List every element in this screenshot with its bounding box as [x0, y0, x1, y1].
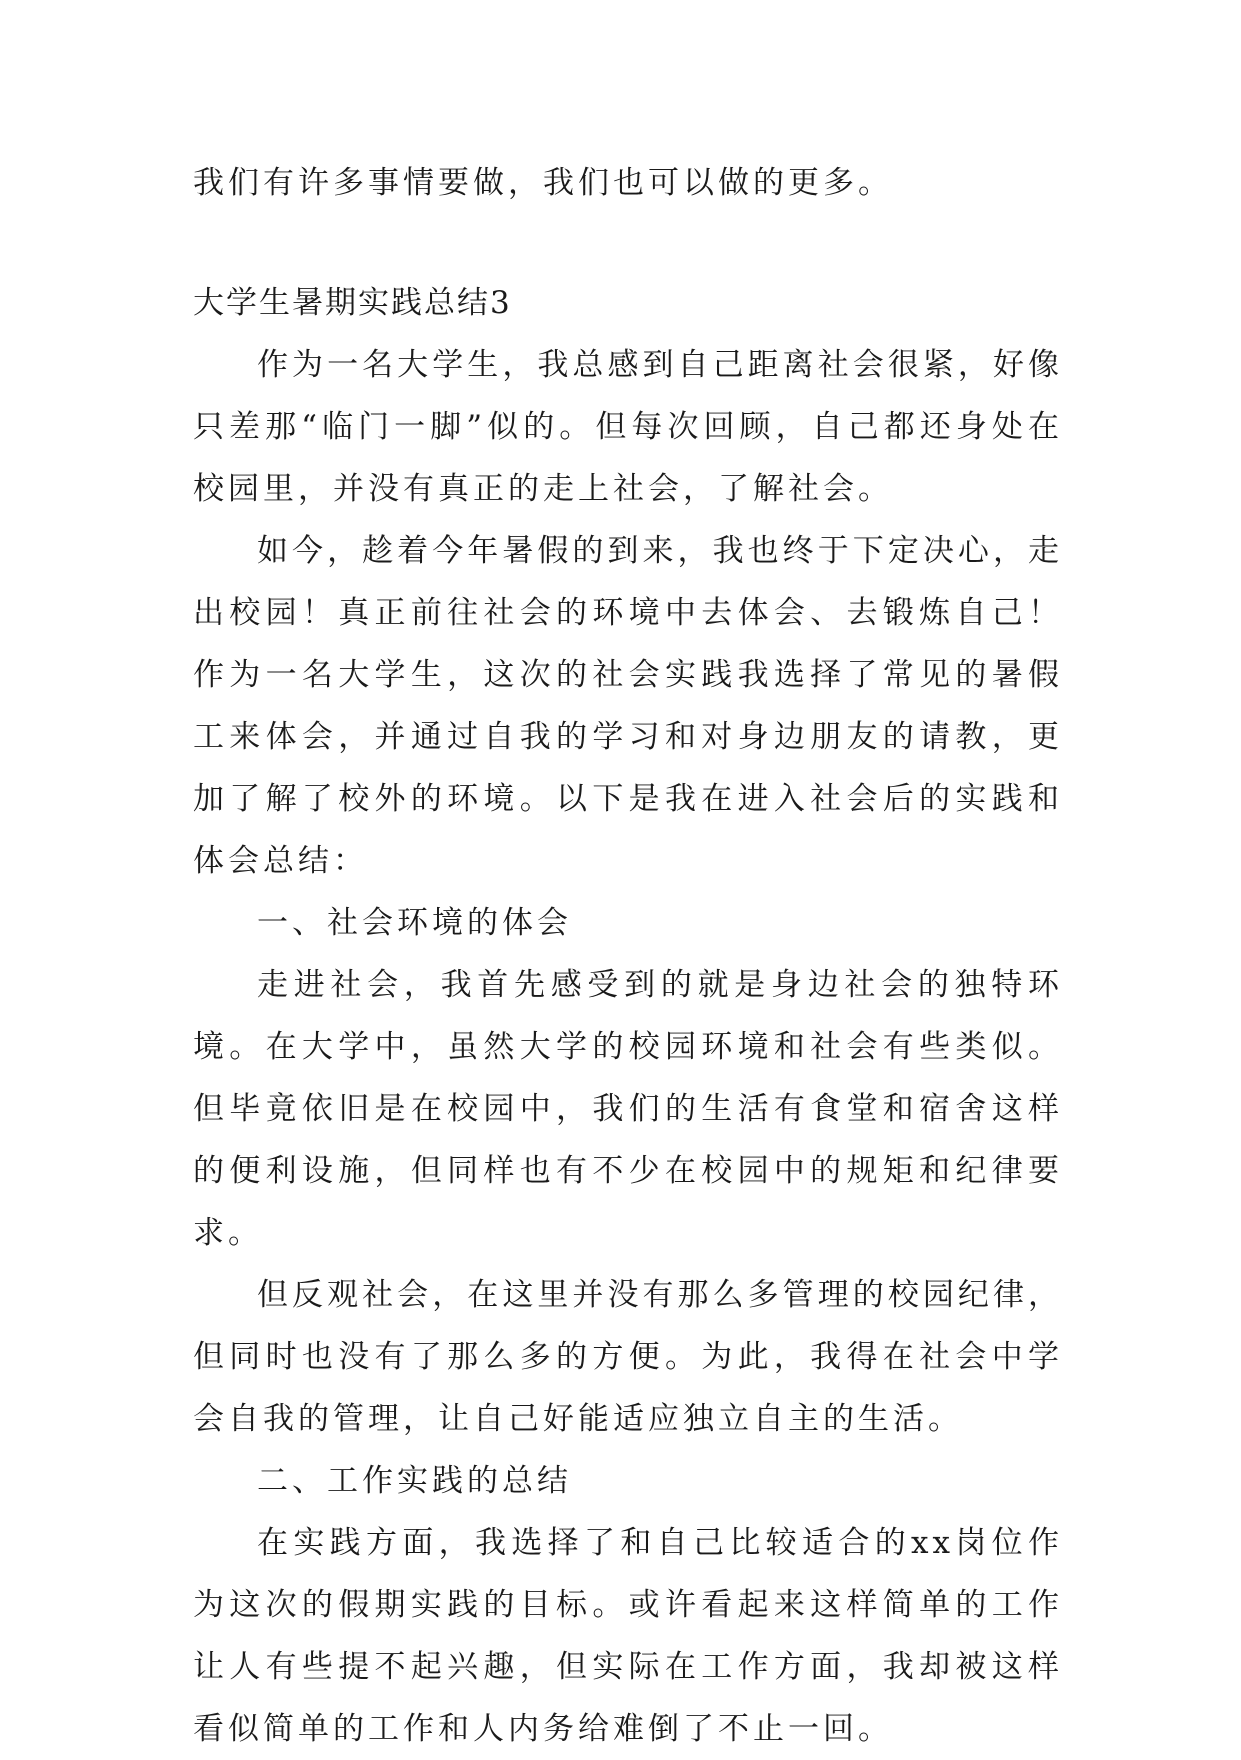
subheading: 一、社会环境的体会: [257, 905, 572, 941]
section-title: 大学生暑期实践总结3: [193, 285, 512, 321]
paragraph: 但反观社会，在这里并没有那么多管理的校园纪律，但同时也没有了那么多的方便。为此，我得在社会中学会自我的管理，让自己好能适应独立自主的生活。: [193, 1277, 1063, 1437]
paragraph: 走进社会，我首先感受到的就是身边社会的独特环境。在大学中，虽然大学的校园环境和社会有些类似。但毕竟依旧是在校园中，我们的生活有食堂和宿舍这样的便利设施，但同样也有不少在校园中的规矩和纪律要求。: [193, 967, 1063, 1251]
paragraph: 作为一名大学生，我总感到自己距离社会很紧，好像只差那“临门一脚”似的。但每次回顾，自己都还身处在校园里，并没有真正的走上社会，了解社会。: [193, 347, 1063, 507]
intro-line: 我们有许多事情要做，我们也可以做的更多。: [193, 165, 893, 201]
paragraph: 在实践方面，我选择了和自己比较适合的xx岗位作为这次的假期实践的目标。或许看起来这样简单的工作让人有些提不起兴趣，但实际在工作方面，我却被这样看似简单的工作和人内务给难倒了不止一回。: [193, 1525, 1063, 1747]
subheading: 二、工作实践的总结: [257, 1463, 572, 1499]
paragraph: 如今，趁着今年暑假的到来，我也终于下定决心，走出校园！真正前往社会的环境中去体会、去锻炼自己！作为一名大学生，这次的社会实践我选择了常见的暑假工来体会，并通过自我的学习和对身边朋友的请教，更加了解了校外的环境。以下是我在进入社会后的实践和体会总结：: [193, 533, 1063, 879]
document-body: [193, 152, 1063, 1760]
